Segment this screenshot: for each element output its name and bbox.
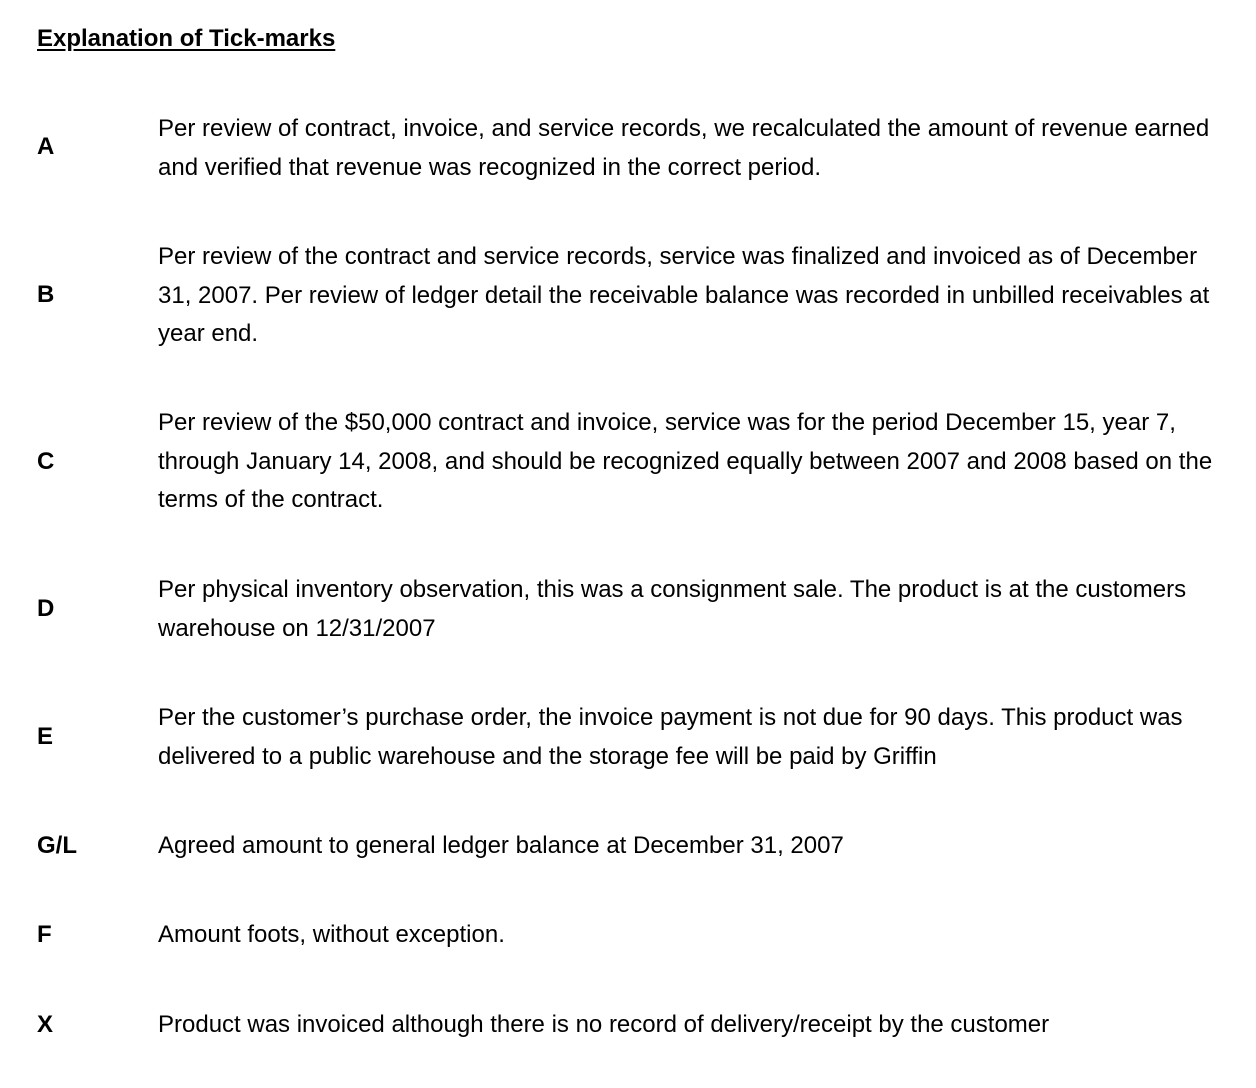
tickmark-label: C (37, 448, 55, 475)
tickmark-description: Agreed amount to general ledger balance at December 31, 2007 (158, 832, 844, 859)
tickmark-description: Per review of contract, invoice, and service records, we recalculated the amount of revenue earned and verified that revenue was recognized in the correct period. (158, 115, 1210, 181)
tickmark-label: X (37, 1011, 54, 1038)
tickmark-description: Product was invoiced although there is no record of delivery/receipt by the customer (158, 1011, 1050, 1038)
tickmark-label: E (37, 723, 54, 750)
tickmark-description: Per review of the $50,000 contract and invoice, service was for the period December 15, year 7, through January 14, 2008, and should be recognized equally between 2007 and 2008 based on the terms of the contract. (158, 409, 1213, 513)
tickmark-description: Amount foots, without exception. (158, 921, 505, 948)
tickmark-description: Per physical inventory observation, this was a consignment sale. The product is at the customers warehouse on 12/31/2007 (158, 576, 1187, 642)
tickmark-label: F (37, 921, 52, 948)
tickmark-description: Per the customer’s purchase order, the invoice payment is not due for 90 days. This product was delivered to a public warehouse and the storage fee will be paid by Griffin (158, 704, 1183, 770)
tickmark-label: D (37, 595, 55, 622)
page-title: Explanation of Tick-marks (37, 25, 336, 52)
tickmark-label: A (37, 133, 55, 160)
tickmark-label: B (37, 281, 55, 308)
tickmark-label: G/L (37, 832, 77, 859)
tickmark-description: Per review of the contract and service records, service was finalized and invoiced as of December 31, 2007. Per review of ledger detail the receivable balance was recorded in unbilled receivables at year end. (158, 243, 1210, 347)
